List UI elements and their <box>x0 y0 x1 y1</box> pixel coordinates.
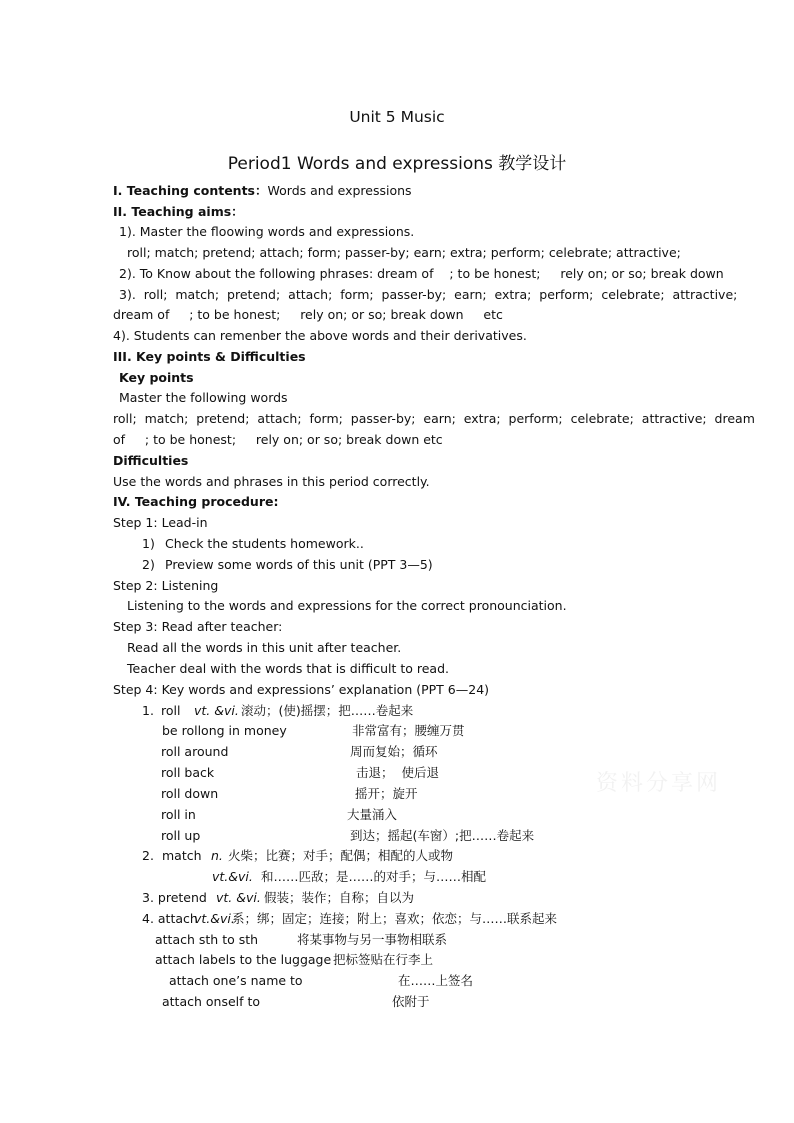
step-1-item-1: Check the students homework.. <box>165 536 364 551</box>
roll-definition: 滚动；(使)摇摆；把……卷起来 <box>241 703 414 718</box>
roll-phrase-2: roll around <box>161 744 229 759</box>
step-2: Step 2: Listening <box>113 578 219 593</box>
section-1-value: Words and expressions <box>267 183 412 198</box>
pretend-word: 3. pretend <box>142 890 207 905</box>
step-1-item-1-number: 1) <box>142 536 155 551</box>
aim-1: 1). Master the floowing words and expressions. <box>119 224 415 239</box>
attach-phrase-2: attach labels to the luggage <box>155 952 332 967</box>
match-word: match <box>162 848 202 863</box>
step-2-line: Listening to the words and expressions for the correct pronounciation. <box>127 598 567 613</box>
step-3-line-1: Read all the words in this unit after teacher. <box>127 640 402 655</box>
step-3: Step 3: Read after teacher: <box>113 619 283 634</box>
key-points-heading: Key points <box>119 370 194 385</box>
roll-phrase-6: roll up <box>161 828 201 843</box>
step-4: Step 4: Key words and expressions’ explanation (PPT 6—24) <box>113 682 490 697</box>
pretend-definition: 假装；装作；自称；自以为 <box>264 890 415 905</box>
attach-phrase-3-meaning: 在……上签名 <box>398 973 474 988</box>
section-4-heading: IV. Teaching procedure: <box>113 494 279 509</box>
roll-phrase-3: roll back <box>161 765 215 780</box>
attach-phrase-2-meaning: 把标签贴在行李上 <box>333 952 434 967</box>
aim-1-words: roll; match; pretend; attach; form; passer-by; earn; extra; perform; celebrate; attractive; <box>127 245 681 260</box>
match-pos: n. <box>211 848 223 863</box>
doc-title: Unit 5 Music <box>349 108 445 126</box>
roll-phrase-1: be rollong in money <box>162 723 287 738</box>
section-1 <box>113 183 412 199</box>
roll-word: roll <box>161 703 181 718</box>
roll-phrase-2-meaning: 周而复始；循环 <box>350 744 438 759</box>
watermark: 资料分享网 <box>596 771 722 796</box>
match-number: 2. <box>142 848 154 863</box>
roll-pos: vt. &vi. <box>194 703 239 718</box>
aim-4: 4). Students can remenber the above words and their derivatives. <box>113 328 527 343</box>
step-3-line-2: Teacher deal with the words that is difficult to read. <box>127 661 449 676</box>
difficulties-heading: Difficulties <box>113 453 189 468</box>
roll-phrase-5: roll in <box>161 807 196 822</box>
section-2-heading: II. Teaching aims： <box>113 204 244 219</box>
attach-phrase-3: attach one’s name to <box>169 973 303 988</box>
roll-phrase-4-meaning: 摇开；旋开 <box>355 786 418 801</box>
attach-phrase-1: attach sth to sth <box>155 932 259 947</box>
roll-phrase-6-meaning: 到达；摇起(车窗）;把……卷起来 <box>350 828 535 843</box>
attach-phrase-1-meaning: 将某事物与另一事物相联系 <box>297 932 448 947</box>
match-definition: 火柴；比赛；对手；配偶；相配的人或物 <box>228 848 454 863</box>
match-pos-2: vt.&vi. <box>212 869 253 884</box>
aim-3-line-2: dream of ; to be honest; rely on; or so; break down etc <box>113 307 503 322</box>
aim-3-line-1: 3). roll; match; pretend; attach; form; passer-by; earn; extra; perform; celebrate; attractive; <box>119 287 738 302</box>
roll-phrase-4: roll down <box>161 786 219 801</box>
roll-phrase-1-meaning: 非常富有；腰缠万贯 <box>352 723 465 738</box>
pretend-pos: vt. &vi. <box>216 890 261 905</box>
step-1-item-2: Preview some words of this unit (PPT 3—5) <box>165 557 433 572</box>
roll-number: 1. <box>142 703 154 718</box>
key-points-line-2: roll; match; pretend; attach; form; passer-by; earn; extra; perform; celebrate; attractive; dream <box>113 411 755 426</box>
aim-2: 2). To Know about the following phrases: dream of ; to be honest; rely on; or so; break down <box>119 266 724 281</box>
key-points-line-1: Master the following words <box>119 390 288 405</box>
attach-phrase-4: attach onself to <box>162 994 261 1009</box>
attach-pos: vt.&vi. <box>194 911 235 926</box>
section-3-heading: III. Key points & Difficulties <box>113 349 306 364</box>
key-points-line-3: of ; to be honest; rely on; or so; break down etc <box>113 432 443 447</box>
attach-phrase-4-meaning: 依附于 <box>392 994 430 1009</box>
difficulties-line: Use the words and phrases in this period correctly. <box>113 474 430 489</box>
roll-phrase-3-meaning: 击退； 使后退 <box>356 765 439 780</box>
section-1-label: I. Teaching contents： <box>113 183 268 198</box>
step-1-item-2-number: 2) <box>142 557 155 572</box>
step-1: Step 1: Lead-in <box>113 515 208 530</box>
attach-definition: 系；绑；固定；连接；附上；喜欢；依恋；与……联系起来 <box>232 911 558 926</box>
roll-phrase-5-meaning: 大量涌入 <box>347 807 398 822</box>
doc-subtitle: Period1 Words and expressions 教学设计 <box>227 154 567 174</box>
attach-word: 4. attach <box>142 911 198 926</box>
match-definition-2: 和……匹敌；是……的对手；与……相配 <box>261 869 487 884</box>
